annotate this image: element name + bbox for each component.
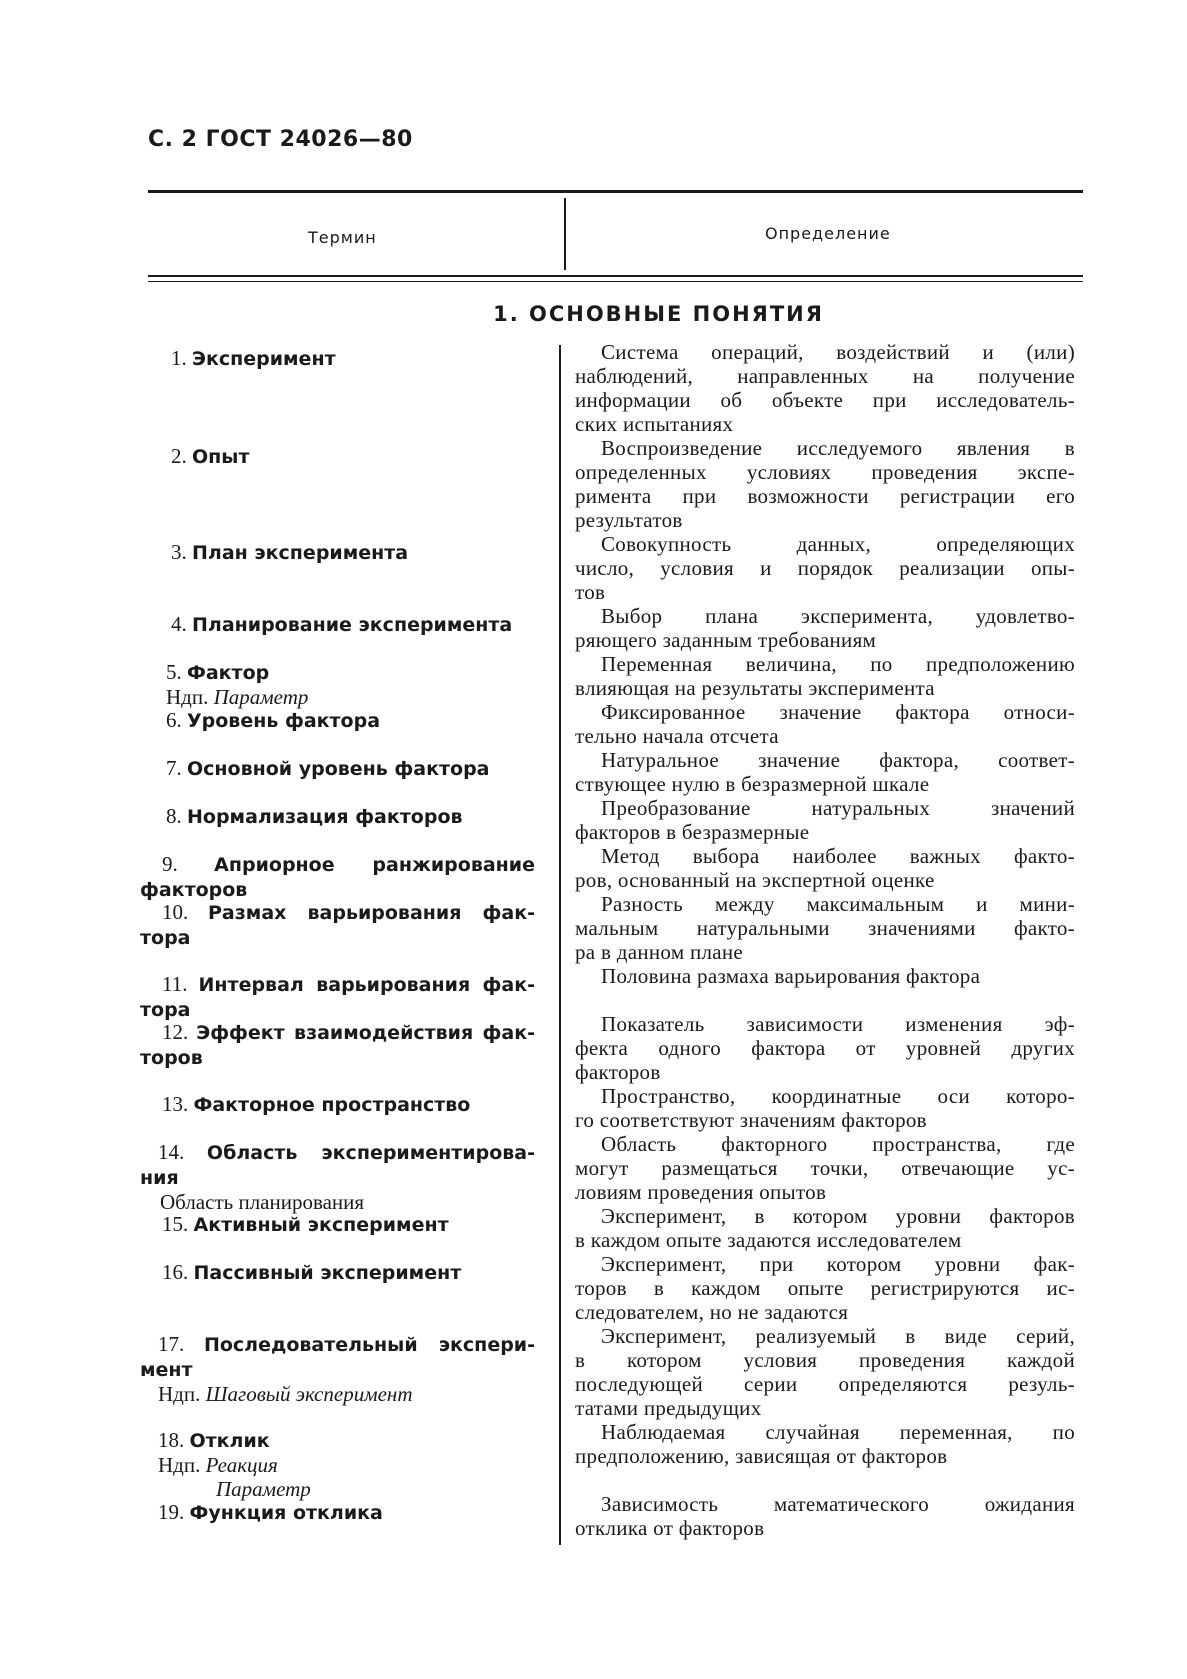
definition-19: Зависимость математического ожидания отклика от факторов (575, 1492, 1075, 1540)
term-3: 3. План эксперимента (171, 540, 409, 564)
definition-2: Воспроизведение исследуемого явления в определенных условиях проведения экспе- римента при возможности регистрации его результатов (575, 436, 1075, 532)
definition-10: Разность между максимальным и мини- мальным натуральными значениями факто- ра в данном плане (575, 892, 1075, 964)
definition-4: Выбор плана эксперимента, удовлетво- ряющего заданным требованиям (575, 604, 1075, 652)
column-header-definition: Определение (765, 224, 891, 243)
definition-8: Преобразование натуральных значений факторов в безразмерные (575, 796, 1075, 844)
definition-9: Метод выбора наиболее важных факто- ров, основанный на экспертной оценке (575, 844, 1075, 892)
term-10: 10. Размах варьирования фак- тора (140, 900, 535, 949)
term-9: 9. Априорное ранжирование факторов (140, 852, 535, 901)
definition-11: Половина размаха варьирования фактора (601, 964, 981, 988)
term-15: 15. Активный эксперимент (162, 1212, 449, 1236)
term-12: 12. Эффект взаимодействия фак- торов (140, 1020, 536, 1069)
definition-3: Совокупность данных, определяющих число, условия и порядок реализации опы- тов (575, 532, 1075, 604)
term-6: 6. Уровень фактора (166, 708, 381, 732)
definition-14: Область факторного пространства, где могут размещаться точки, отвечающие ус- ловиям проведения опытов (575, 1132, 1075, 1204)
term-17: 17. Последовательный экспери- мент Ндп. Шаговый эксперимент (140, 1332, 535, 1406)
term-1: 1. Эксперимент (171, 346, 336, 370)
term-18: 18. Отклик Ндп. Реакция Параметр (158, 1428, 311, 1501)
column-header-term: Термин (308, 228, 377, 247)
section-title: 1. ОСНОВНЫЕ ПОНЯТИЯ (493, 302, 824, 326)
term-4: 4. Планирование эксперимента (171, 612, 513, 636)
term-5: 5. Фактор Ндп. Параметр (166, 660, 309, 709)
page-header: С. 2 ГОСТ 24026—80 (148, 127, 413, 152)
term-7: 7. Основной уровень фактора (166, 756, 490, 780)
definition-5: Переменная величина, по предположению влияющая на результаты эксперимента (575, 652, 1075, 700)
table-header-divider (564, 198, 566, 270)
term-19: 19. Функция отклика (158, 1500, 383, 1524)
term-11: 11. Интервал варьирования фак- тора (140, 972, 535, 1021)
definition-18: Наблюдаемая случайная переменная, по предположению, зависящая от факторов (575, 1420, 1075, 1468)
term-16: 16. Пассивный эксперимент (162, 1260, 462, 1284)
table-header-bottom-rule-2 (148, 281, 1083, 282)
table-header-bottom-rule (148, 275, 1083, 277)
definition-16: Эксперимент, при котором уровни фак- торов в каждом опыте регистрируются ис- следователем, но не задаются (575, 1252, 1075, 1324)
column-divider (559, 345, 561, 1545)
definition-15: Эксперимент, в котором уровни факторов в каждом опыте задаются исследователем (575, 1204, 1075, 1252)
definition-17: Эксперимент, реализуемый в виде серий, в котором условия проведения каждой последующей серии определяются резуль- татами предыдущих (575, 1324, 1075, 1420)
term-8: 8. Нормализация факторов (166, 804, 463, 828)
term-13: 13. Факторное пространство (162, 1092, 471, 1116)
definition-1: Система операций, воздействий и (или) наблюдений, направленных на получение информации об объекте при исследователь- ских испытаниях (575, 340, 1075, 436)
definition-7: Натуральное значение фактора, соответ- ствующее нулю в безразмерной шкале (575, 748, 1075, 796)
table-top-rule (148, 190, 1083, 193)
definition-12: Показатель зависимости изменения эф- фекта одного фактора от уровней других факторов (575, 1012, 1075, 1084)
term-2: 2. Опыт (171, 444, 250, 468)
definition-6: Фиксированное значение фактора относи- тельно начала отсчета (575, 700, 1075, 748)
definition-13: Пространство, координатные оси которо- го соответствуют значениям факторов (575, 1084, 1075, 1132)
term-14: 14. Область экспериментирова- ния Область планирования (140, 1140, 535, 1214)
